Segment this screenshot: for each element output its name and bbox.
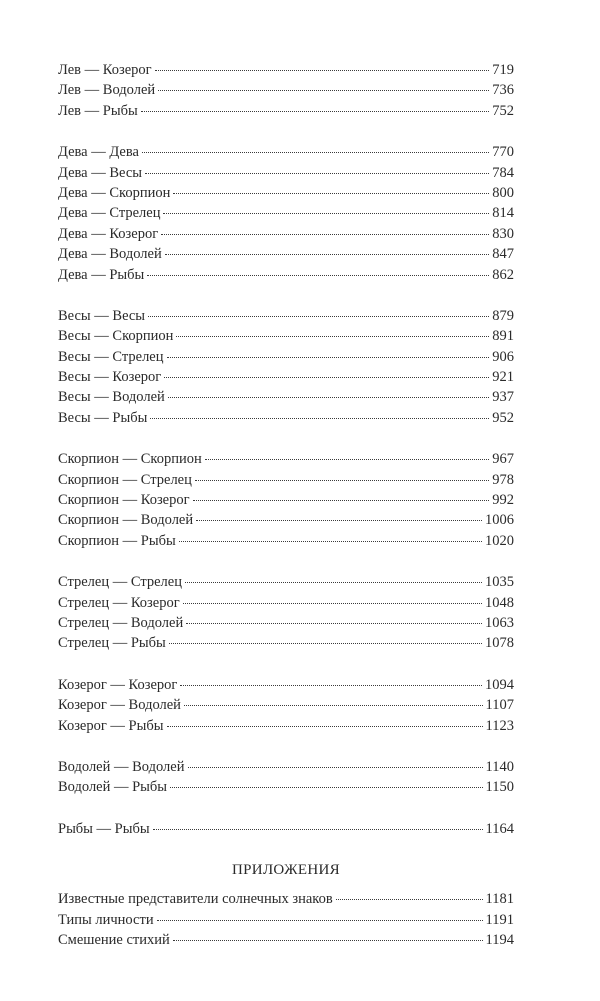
toc-entry[interactable]: [58, 347, 514, 367]
toc-entry[interactable]: [58, 326, 514, 346]
dot-leader: [188, 767, 483, 768]
toc-entry-page-number: 862: [492, 266, 514, 283]
dot-leader: [147, 275, 489, 276]
toc-entry-title: Лев — Козерог: [58, 62, 152, 78]
dot-leader: [165, 254, 490, 255]
toc-entry[interactable]: [58, 490, 514, 510]
toc-entry-title: Стрелец — Водолей: [58, 614, 184, 631]
toc-entry-page-number: 1123: [485, 717, 514, 734]
toc-entry-page-number: 891: [492, 328, 514, 345]
toc-entry-page-number: 800: [492, 184, 514, 201]
toc-entry-title: Дева — Рыбы: [58, 266, 145, 283]
toc-entry-title: Смешение стихий: [58, 931, 170, 948]
toc-entry[interactable]: [58, 593, 514, 613]
dot-leader: [157, 920, 483, 921]
dot-leader: [153, 829, 483, 830]
toc-entry[interactable]: [58, 757, 514, 777]
toc-entry[interactable]: [58, 633, 514, 653]
toc-entry-page-number: 830: [492, 225, 514, 242]
toc-entry-title: Известные представители солнечных знаков: [58, 891, 333, 908]
toc-entry[interactable]: [58, 142, 514, 162]
dot-leader: [167, 357, 490, 358]
toc-entry-title: Дева — Дева: [58, 144, 139, 161]
toc-entry[interactable]: [58, 470, 514, 490]
toc-entry[interactable]: [58, 531, 514, 551]
dot-leader: [163, 213, 489, 214]
toc-entry[interactable]: [58, 910, 514, 930]
toc-entry[interactable]: [58, 306, 514, 326]
toc-entry-title: Весы — Скорпион: [58, 328, 174, 345]
dot-leader: [179, 541, 482, 542]
toc-entry-title: Скорпион — Стрелец: [58, 471, 192, 488]
dot-leader: [161, 234, 489, 235]
toc-entry-title: Скорпион — Водолей: [58, 512, 194, 529]
toc-entry[interactable]: [58, 60, 514, 80]
dot-leader: [185, 582, 482, 583]
toc-group: [58, 819, 514, 839]
toc-entry-title: Весы — Рыбы: [58, 409, 148, 426]
toc-entry-page-number: 1107: [485, 697, 514, 714]
toc-entry-title: Стрелец — Козерог: [58, 594, 180, 611]
toc-entry[interactable]: [58, 408, 514, 428]
dot-leader: [180, 685, 482, 686]
toc-entry[interactable]: [58, 387, 514, 407]
toc-entry[interactable]: [58, 183, 514, 203]
toc-group: [58, 572, 514, 654]
toc-entry-title: Весы — Козерог: [58, 369, 162, 386]
dot-leader: [196, 520, 482, 521]
dot-leader: [169, 643, 482, 644]
toc-entry[interactable]: [58, 777, 514, 797]
toc-groups: [58, 60, 514, 839]
toc-entry-title: Козерог — Козерог: [58, 676, 178, 693]
toc-entry-title: Скорпион — Рыбы: [58, 532, 176, 549]
dot-leader: [173, 940, 483, 941]
dot-leader: [336, 899, 483, 900]
toc-entry-title: Весы — Стрелец: [58, 348, 164, 365]
dot-leader: [176, 336, 489, 337]
toc-entry-title: Водолей — Водолей: [58, 758, 185, 775]
toc-entry-page-number: 906: [492, 348, 514, 365]
toc-entry-title: Дева — Водолей: [58, 246, 162, 263]
toc-entry-page-number: 978: [492, 471, 514, 488]
toc-entry[interactable]: [58, 572, 514, 592]
dot-leader: [168, 397, 489, 398]
dot-leader: [170, 787, 482, 788]
toc-entry-title: Дева — Козерог: [58, 225, 159, 242]
toc-entry-page-number: 1063: [485, 614, 514, 631]
toc-entry-title: Весы — Водолей: [58, 389, 165, 406]
toc-entry-page-number: 1150: [485, 779, 514, 796]
toc-entry[interactable]: [58, 163, 514, 183]
toc-entry[interactable]: [58, 367, 514, 387]
appendix-list: [58, 889, 514, 950]
toc-entry-page-number: 752: [492, 102, 514, 119]
dot-leader: [186, 623, 482, 624]
toc-entry-page-number: 847: [492, 246, 514, 263]
dot-leader: [148, 316, 489, 317]
toc-entry[interactable]: [58, 203, 514, 223]
toc-entry-title: Скорпион — Козерог: [58, 492, 190, 509]
toc-entry-title: Рыбы — Рыбы: [58, 820, 150, 837]
toc-entry-title: Дева — Весы: [58, 164, 142, 181]
toc-entry[interactable]: [58, 613, 514, 633]
dot-leader: [145, 173, 489, 174]
toc-entry-page-number: 1048: [485, 594, 514, 611]
toc-entry-title: Дева — Скорпион: [58, 184, 171, 201]
toc-entry[interactable]: [58, 449, 514, 469]
toc-group: [58, 675, 514, 736]
toc-entry-page-number: 1191: [485, 911, 514, 928]
dot-leader: [183, 603, 482, 604]
toc-entry[interactable]: [58, 80, 514, 100]
table-of-contents: [58, 60, 514, 950]
dot-leader: [150, 418, 489, 419]
toc-entry-page-number: 770: [492, 144, 514, 161]
toc-entry[interactable]: [58, 510, 514, 530]
dot-leader: [167, 726, 483, 727]
toc-entry-title: Лев — Водолей: [58, 82, 156, 99]
toc-entry-page-number: 814: [492, 205, 514, 222]
toc-entry[interactable]: [58, 716, 514, 736]
toc-entry-title: Козерог — Водолей: [58, 697, 181, 714]
toc-entry[interactable]: [58, 675, 514, 695]
toc-entry-page-number: 952: [492, 409, 514, 426]
dot-leader: [141, 111, 490, 112]
appendix-heading: ПРИЛОЖЕНИЯ: [232, 862, 340, 879]
toc-entry-page-number: 879: [492, 307, 514, 324]
dot-leader: [184, 705, 483, 706]
dot-leader: [164, 377, 489, 378]
dot-leader: [155, 70, 490, 71]
dot-leader: [158, 90, 489, 91]
toc-entry-page-number: 1181: [485, 891, 514, 908]
toc-entry-page-number: 967: [492, 451, 514, 468]
toc-entry-page-number: 1094: [485, 676, 514, 693]
toc-entry-page-number: 784: [492, 164, 514, 181]
toc-entry[interactable]: [58, 889, 514, 909]
toc-entry-title: Стрелец — Рыбы: [58, 635, 166, 652]
toc-entry-page-number: 719: [492, 62, 514, 78]
dot-leader: [173, 193, 489, 194]
toc-entry[interactable]: [58, 224, 514, 244]
toc-entry-title: Лев — Рыбы: [58, 102, 138, 119]
toc-entry-page-number: 1194: [485, 931, 514, 948]
toc-entry-page-number: 1140: [485, 758, 514, 775]
toc-entry-page-number: 1035: [485, 574, 514, 591]
toc-entry[interactable]: [58, 265, 514, 285]
toc-entry-page-number: 992: [492, 492, 514, 509]
dot-leader: [205, 459, 489, 460]
dot-leader: [195, 480, 489, 481]
toc-group: [58, 449, 514, 551]
dot-leader: [142, 152, 489, 153]
toc-entry-page-number: 1006: [485, 512, 514, 529]
dot-leader: [193, 500, 490, 501]
toc-entry-page-number: 1078: [485, 635, 514, 652]
toc-entry-page-number: 1020: [485, 532, 514, 549]
toc-group: [58, 142, 514, 285]
toc-entry-title: Типы личности: [58, 911, 154, 928]
toc-entry[interactable]: [58, 930, 514, 950]
toc-entry[interactable]: [58, 101, 514, 121]
toc-entry-title: Водолей — Рыбы: [58, 779, 168, 796]
toc-group: [58, 757, 514, 798]
toc-entry-page-number: 921: [492, 369, 514, 386]
toc-entry-page-number: 937: [492, 389, 514, 406]
toc-entry[interactable]: [58, 244, 514, 264]
toc-entry-title: Стрелец — Стрелец: [58, 574, 182, 591]
toc-entry-title: Дева — Стрелец: [58, 205, 161, 222]
toc-entry-title: Весы — Весы: [58, 307, 146, 324]
toc-group: [58, 60, 514, 121]
toc-entry-page-number: 736: [492, 82, 514, 99]
toc-group: [58, 306, 514, 428]
toc-entry[interactable]: [58, 819, 514, 839]
toc-entry-title: Скорпион — Скорпион: [58, 451, 202, 468]
toc-entry[interactable]: [58, 695, 514, 715]
toc-entry-page-number: 1164: [485, 820, 514, 837]
toc-entry-title: Козерог — Рыбы: [58, 717, 164, 734]
